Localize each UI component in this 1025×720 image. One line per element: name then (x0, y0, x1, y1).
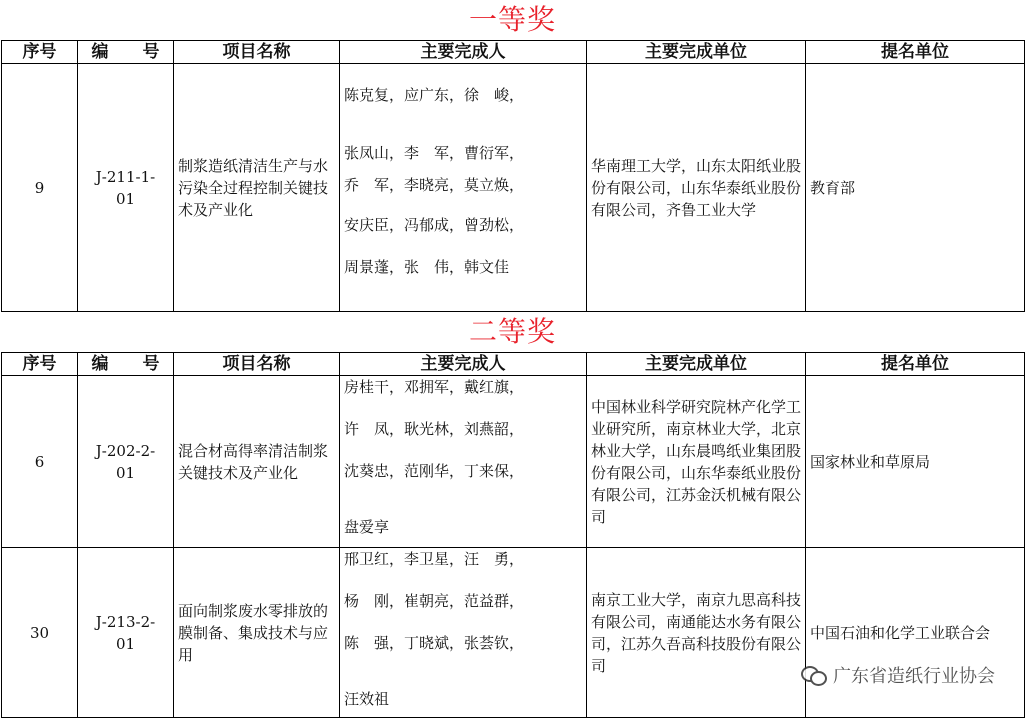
code-cell (78, 548, 174, 718)
people-line: 邢卫红，李卫星，汪 勇， (344, 550, 525, 568)
people-line: 房桂干，邓拥军，戴红旗， (344, 378, 525, 396)
second-prize-title: 二等奖 (468, 315, 556, 348)
seq-cell: 9 (2, 64, 78, 312)
people-line: 张凤山，李 军，曹衍军， (344, 144, 525, 162)
seq-cell: 30 (2, 548, 78, 718)
seq-cell: 6 (2, 376, 78, 548)
units-cell: 华南理工大学，山东太阳纸业股份有限公司，山东华泰纸业股份有限公司，齐鲁工业大学 (587, 64, 806, 312)
people-line: 杨 刚，崔朝亮，范益群， (344, 592, 525, 610)
header-seq: 序号 (2, 353, 78, 376)
table-row (2, 548, 1025, 718)
header-nominator: 提名单位 (806, 353, 1025, 376)
header-code: 编 号 (78, 353, 174, 376)
header-project: 项目名称 (174, 353, 340, 376)
header-code: 编 号 (78, 41, 174, 64)
table-row (2, 64, 1025, 312)
header-units: 主要完成单位 (587, 353, 806, 376)
code-line1: J-213-2- (95, 612, 156, 631)
wechat-icon (801, 664, 827, 686)
people-line: 乔 军，李晓亮，莫立焕， (344, 176, 525, 194)
people-line: 许 凤，耿光林，刘燕韶， (344, 420, 525, 438)
code-line2: 01 (115, 189, 136, 208)
people-cell (340, 548, 587, 718)
project-cell: 混合材高得率清洁制浆关键技术及产业化 (174, 376, 340, 548)
header-nominator: 提名单位 (806, 41, 1025, 64)
project-cell: 制浆造纸清洁生产与水污染全过程控制关键技术及产业化 (174, 64, 340, 312)
first-prize-title: 一等奖 (468, 3, 556, 36)
watermark-text: 广东省造纸行业协会 (833, 666, 995, 687)
code-line1: J-202-2- (95, 441, 156, 460)
code-cell (78, 376, 174, 548)
people-cell (340, 64, 587, 312)
code-line2: 01 (115, 634, 136, 653)
table-row (2, 376, 1025, 548)
units-cell: 中国林业科学研究院林产化学工业研究所，南京林业大学，北京林业大学，山东晨鸣纸业集团股份有限公司，山东华泰纸业股份有限公司，江苏金沃机械有限公司 (587, 376, 806, 548)
header-seq: 序号 (2, 41, 78, 64)
header-units: 主要完成单位 (587, 41, 806, 64)
people-line: 汪效祖 (344, 690, 390, 708)
people-line: 陈克复，应广东，徐 峻， (344, 86, 525, 104)
header-row (2, 41, 1025, 64)
people-line: 盘爱享 (344, 518, 390, 536)
code-line1: J-211-1- (95, 167, 156, 186)
header-people: 主要完成人 (340, 41, 587, 64)
header-row (2, 353, 1025, 376)
first-prize-table (1, 40, 1025, 312)
nominator-cell: 教育部 (806, 64, 1025, 312)
project-cell: 面向制浆废水零排放的膜制备、集成技术与应用 (174, 548, 340, 718)
header-people: 主要完成人 (340, 353, 587, 376)
people-line: 安庆臣，冯郁成，曾劲松， (344, 216, 525, 234)
nominator-cell: 国家林业和草原局 (806, 376, 1025, 548)
nominator-cell: 中国石油和化学工业联合会 (806, 548, 1025, 718)
people-line: 周景蓬，张 伟，韩文佳 (344, 258, 510, 276)
people-line: 陈 强，丁晓斌，张荟钦， (344, 634, 525, 652)
code-line2: 01 (115, 463, 136, 482)
units-cell: 南京工业大学，南京九思高科技有限公司，南通能达水务有限公司，江苏久吾高科技股份有限公司 (587, 548, 806, 718)
people-cell (340, 376, 587, 548)
code-cell (78, 64, 174, 312)
watermark (801, 662, 995, 688)
people-line: 沈葵忠，范刚华，丁来保， (344, 462, 525, 480)
header-project: 项目名称 (174, 41, 340, 64)
